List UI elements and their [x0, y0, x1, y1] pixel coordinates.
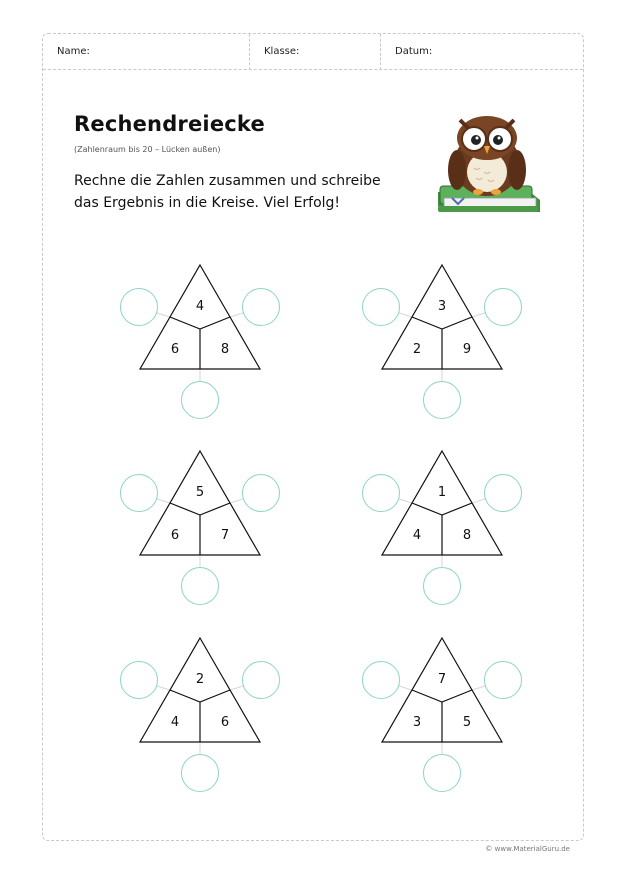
number-triangle: [120, 260, 280, 420]
number-top: 5: [195, 485, 205, 500]
result-circle-bottom[interactable]: [181, 567, 219, 605]
number-top: 7: [437, 672, 447, 687]
number-left: 6: [170, 342, 180, 357]
date-label: Datum:: [395, 46, 433, 57]
result-circle-left[interactable]: [362, 288, 400, 326]
number-right: 5: [462, 715, 472, 730]
number-left: 4: [412, 528, 422, 543]
number-triangle: [120, 446, 280, 606]
result-circle-right[interactable]: [484, 474, 522, 512]
result-circle-left[interactable]: [120, 474, 158, 512]
date-field[interactable]: [380, 34, 585, 70]
result-circle-right[interactable]: [242, 661, 280, 699]
number-right: 8: [220, 342, 230, 357]
page-subtitle: (Zahlenraum bis 20 – Lücken außen): [74, 145, 221, 154]
result-circle-bottom[interactable]: [181, 381, 219, 419]
number-left: 3: [412, 715, 422, 730]
number-triangle: [362, 633, 522, 793]
number-right: 8: [462, 528, 472, 543]
page-title: Rechendreiecke: [74, 112, 265, 136]
result-circle-right[interactable]: [242, 474, 280, 512]
number-right: 9: [462, 342, 472, 357]
number-top: 4: [195, 299, 205, 314]
number-top: 1: [437, 485, 447, 500]
result-circle-right[interactable]: [484, 288, 522, 326]
number-left: 2: [412, 342, 422, 357]
result-circle-bottom[interactable]: [181, 754, 219, 792]
copyright-footer: © www.MaterialGuru.de: [485, 845, 570, 853]
class-label: Klasse:: [264, 46, 300, 57]
result-circle-right[interactable]: [242, 288, 280, 326]
result-circle-left[interactable]: [120, 288, 158, 326]
name-label: Name:: [57, 46, 90, 57]
number-top: 2: [195, 672, 205, 687]
number-left: 6: [170, 528, 180, 543]
class-field[interactable]: [249, 34, 380, 70]
number-left: 4: [170, 715, 180, 730]
number-right: 6: [220, 715, 230, 730]
name-field[interactable]: [43, 34, 249, 70]
header-row: [43, 34, 583, 70]
owl-on-book-icon: [430, 112, 545, 217]
number-triangle: [362, 260, 522, 420]
result-circle-bottom[interactable]: [423, 381, 461, 419]
result-circle-left[interactable]: [120, 661, 158, 699]
result-circle-left[interactable]: [362, 661, 400, 699]
number-top: 3: [437, 299, 447, 314]
result-circle-bottom[interactable]: [423, 567, 461, 605]
number-triangle: [362, 446, 522, 606]
instructions-text: Rechne die Zahlen zusammen und schreibe das Ergebnis in die Kreise. Viel Erfolg!: [74, 173, 381, 211]
result-circle-left[interactable]: [362, 474, 400, 512]
result-circle-right[interactable]: [484, 661, 522, 699]
result-circle-bottom[interactable]: [423, 754, 461, 792]
number-right: 7: [220, 528, 230, 543]
number-triangle: [120, 633, 280, 793]
